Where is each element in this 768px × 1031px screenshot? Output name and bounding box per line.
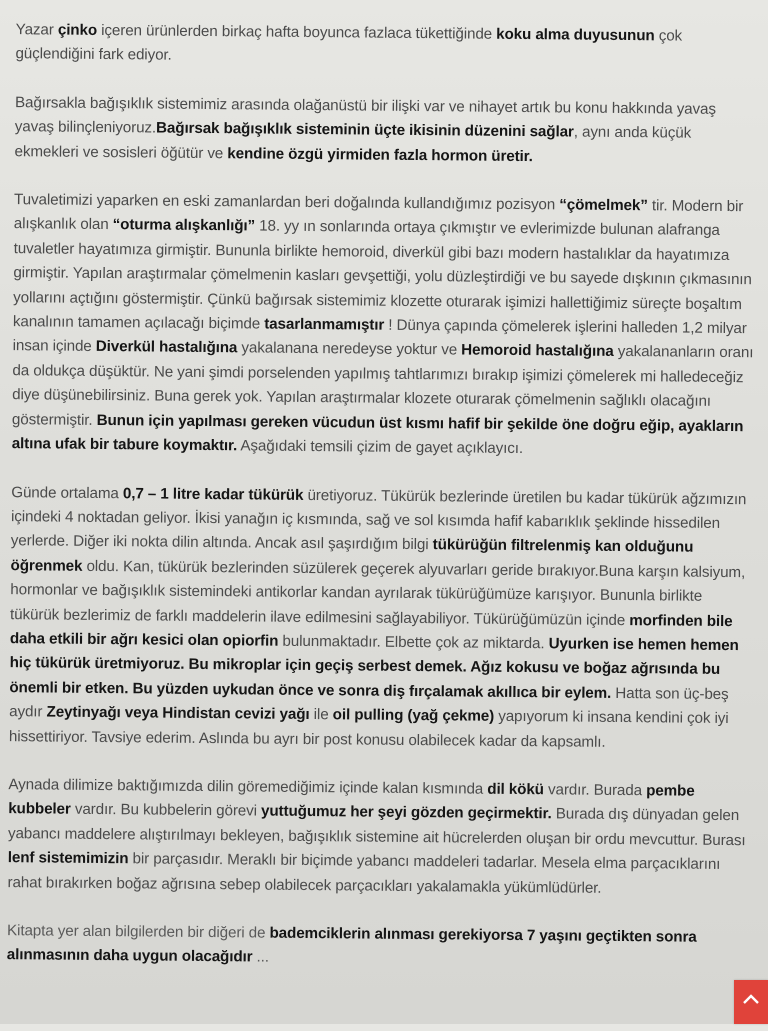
text-segment: üretiyoruz. Tükürük bezlerinde üretilen bu kadar tükürük ağzımızın içindeki 4 noktadan geliyor. İkisi yanağın iç kısmında, sağ ve sol kısımda hafif kabarıklık şeklinde hissedilen yerlerde. Diğer iki nokta dilin altında. Ancak asıl şaşırdığım bilgi [10,486,747,554]
bold-text: Bunun için yapılması gereken vücudun üst kısmı hafif bir şekilde öne doğru eğip, ayakların altına ufak bir tabure koymaktır. [11,411,744,455]
bold-text: tasarlanmamıştır [264,315,385,334]
text-segment: Tuvaletimizi yaparken en eski zamanlardan beri doğalında kullandığımız pozisyon [14,191,560,214]
bold-text: yuttuğumuz her şeyi gözden geçirmektir. [260,802,552,823]
bold-text: lenf sistemimizin [7,849,129,868]
text-segment: ile [309,706,333,724]
text-segment: bir parçasıdır. Meraklı bir biçimde yabancı maddeleri tadarlar. Mesela elma parçacıklarını rahat bırakırken boğaz ağrısına sebep olabilecek parçacıkları yakalamakla yükümlüdürler. [7,850,721,897]
bold-text: pembe kubbeler [8,782,695,819]
text-segment: Yazar [15,21,58,39]
bold-text: Diverkül hastalığına [95,338,238,357]
text-segment: yapıyorum ki insana kendini çok iyi hissettiriyor. Tavsiye ederim. Aslında bu ayrı bir post konusu olabilecek kadar da kapsamlı. [8,707,729,751]
bold-text: Hemoroid hastalığına [461,341,614,361]
text-segment: oldu. Kan, tükürük bezlerinden süzülerek geçerek alyuvarları geride bırakıyor.Buna karşın kalsiyum, hormonlar ve bağışıklık sistemindeki antikorlar kandan ayrılarak tükürüğümüze karışıyor. Bununla birlikte tükürük bezlerimiz de farklı maddelerin ilave edilmesini sağlayabiliyor. Tükürüğümüzün içinde [10,557,746,629]
text-segment: bulunmaktadır. Elbette çok az miktarda. [278,632,549,653]
bold-text: oil pulling (yağ çekme) [332,706,495,725]
text-segment: vardır. Burada [543,781,647,800]
text-segment: , aynı anda küçük ekmekleri ve sosisleri öğütür ve [14,123,692,162]
chevron-up-icon [743,994,759,1004]
text-segment: Aynada dilimize baktığımızda dilin göremediğimiz içinde kalan kısmında [8,776,488,798]
text-segment: Burada dış dünyadan gelen yabancı maddelere alıştırılmayı bekleyen, bağışıklık sistemine ait hücrelerden oluşan bir ordu mevcuttur. Burası [7,805,746,849]
bold-text: kendine özgü yirmiden fazla hormon üretir. [227,144,533,165]
text-segment: ! Dünya çapında çömelerek işlerini halleden 1,2 milyar insan içinde [12,316,747,356]
text-segment: Bağırsakla bağışıklık sistemimiz arasında olağanüstü bir ilişki var ve nihayet artık bu konu hakkında yavaş yavaş bilinçleniyoruz. [14,93,717,137]
bold-text: Zeytinyağı veya Hindistan cevizi yağı [46,703,310,724]
article-paragraph [14,91,757,171]
bold-text: morfinden bile daha etkili bir ağrı kesici olan opiorfin [9,611,733,650]
text-segment: Kitapta yer alan bilgilerden bir diğeri de [6,922,270,942]
article-paragraph [12,188,757,464]
bold-text: Uyurken ise hemen hemen hiç tükürük üretmiyoruz. Bu mikroplar için geçiş serbest demek. Ağız kokusu ve boğaz ağrısında bu önemli bir etken. Bu yüzden uykudan önce ve sonra diş fırçalamak akıllıca bir eylem. [9,635,739,702]
bold-text: 0,7 – 1 litre kadar tükürük [122,484,304,504]
text-segment: Hatta son üç-beş aydır [9,684,729,721]
bold-text: koku alma duyusunun [496,25,655,45]
scroll-to-top-button[interactable] [734,980,768,1024]
text-segment: 18. yy ın sonlarında ortaya çıkmıştır ve evlerimizde bulunan alafranga tuvaletler hayatımıza girmiştir. Bununla birlikte hemoroid, diverkül gibi bazı modern hastalıklar da hayatımıza girmiştir. Yapılan araştırmalar çömelmenin kasları gevşettiği, yolu düzleştirdiği ve bu sayede dışkının çıkmasının yollarını açtığını göstermiştir. Çünkü bağırsak sistemimiz klozette oturarak işimizi hallettiğimiz süreçte boşaltım kanalının tamamen açılacağı biçimde [12,217,752,333]
text-segment: içeren ürünlerden birkaç hafta boyunca fazlaca tükettiğinde [96,21,497,43]
text-segment: Aşağıdaki temsili çizim de gayet açıklayıcı. [237,437,524,458]
bold-text: Bağırsak bağışıklık sisteminin üçte ikisinin düzenini sağlar [156,119,574,141]
text-segment: tir. Modern bir alışkanlık olan [13,197,744,234]
article-paragraph [15,18,757,74]
text-segment: yakalananların oranı da oldukça düşüktür. Ne yani şimdi porselenden yapılmış tahtlarımızı bırakıp işimizi çömelerek mi halledeceğiz diye düşünebilirsiniz. Buna gerek yok. Yapılan araştırmalar klozete oturarak çömelmenin sağlıklı olacağını göstermiştir. [11,343,754,429]
text-segment: Günde ortalama [11,483,123,502]
bold-text: “oturma alışkanlığı” [112,216,256,235]
article-paragraph [9,481,754,757]
text-segment: ... [252,948,270,967]
text-segment: çok güçlendiğini fark ediyor. [15,27,683,65]
bold-text: bademciklerin alınması gerekiyorsa 7 yaşını geçtikten sonra alınmasının daha uygun olacağıdır [6,924,697,966]
bold-text: tükürüğün filtrelenmiş kan olduğunu öğrenmek [10,536,694,575]
text-segment: vardır. Bu kubbelerin görevi [70,801,262,820]
bold-text: “çömelmek” [559,196,648,215]
article-paragraph [7,919,749,975]
bold-text: dil kökü [487,780,544,799]
article-paragraph [7,773,750,902]
bold-text: çinko [57,21,98,39]
text-segment: yakalanana neredeyse yoktur ve [237,339,462,359]
